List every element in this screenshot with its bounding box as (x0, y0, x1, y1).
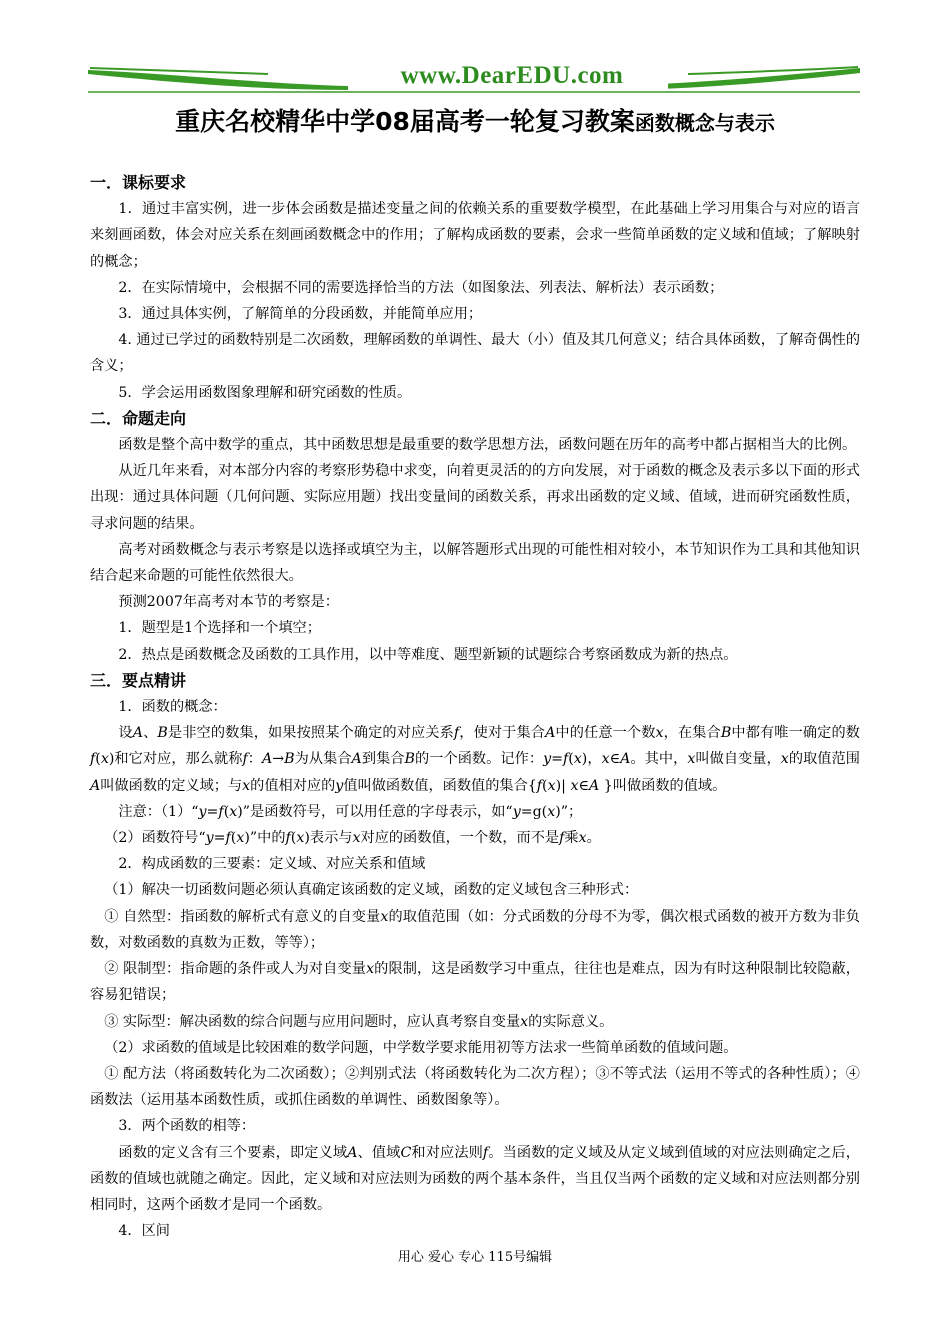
title-main: 重庆名校精华中学08届高考一轮复习教案 (175, 107, 635, 136)
title-sub: 函数概念与表示 (634, 111, 775, 135)
math-var: f (285, 830, 291, 847)
text-run: ( (290, 830, 297, 847)
math-var: B (157, 725, 168, 742)
text-run: )| (555, 777, 571, 794)
math-var: y (205, 830, 214, 847)
text-run: 的实际意义。 (528, 1013, 614, 1030)
paragraph: 2．热点是函数概念及函数的工具作用，以中等难度、题型新颖的试题综合考察函数成为新的热点。 (118, 646, 738, 663)
math-var: y (543, 751, 552, 768)
math-var: A (90, 777, 101, 794)
paragraph: 4. 通过已学过的函数特别是二次函数，理解函数的单调性、最大（小）值及其几何意义；结合具体函数，了解奇偶性的含义； (90, 332, 861, 375)
function-definition-paragraph (90, 720, 860, 799)
text-run: )表示与 (304, 830, 353, 847)
math-var: f (482, 1144, 489, 1161)
math-var: x (547, 803, 556, 820)
math-var: x (236, 830, 245, 847)
math-var: f (218, 803, 224, 820)
math-var: f (90, 751, 96, 768)
text-run: ∈ (578, 777, 589, 794)
paragraph: 预测2007年高考对本节的考察是： (118, 594, 339, 611)
text-run: 的取值范围（如：分式函数的分母不为零，偶次根式函数的被开方数为非负数，对数函数的真数为正数，等等）； (90, 908, 860, 951)
math-var: x (520, 1013, 529, 1030)
math-var: x (570, 777, 579, 794)
math-var: A (347, 1144, 358, 1161)
text-run: 注意：（1）“ (118, 803, 199, 820)
domain-type-practical (90, 1009, 860, 1035)
text-run: 乘 (564, 830, 579, 847)
math-var: x (242, 777, 251, 794)
text-run: ”是函数符号，可以用任意的字母表示，如“ (242, 803, 513, 820)
text-run: ② 限制型：指命题的条件或人为对自变量 (104, 961, 367, 978)
text-run: }叫做函数的值域。 (599, 777, 727, 794)
text-run: ，在集合 (663, 725, 721, 742)
text-run: 中的任意一个数 (555, 725, 656, 742)
text-run: 、值域 (357, 1144, 401, 1161)
text-run: 的限制，这是函数学习中重点，往往也是难点，因为有时这种限制比较隐蔽，容易犯错误； (90, 961, 860, 1004)
text-run: ，使对于集合 (459, 725, 546, 742)
text-run: （2）函数符号“ (104, 830, 206, 847)
math-var: x (601, 751, 610, 768)
domain-type-restricted (90, 956, 860, 1008)
math-var: f (453, 725, 460, 742)
paragraph: 3．通过具体实例，了解简单的分段函数，并能简单应用； (118, 306, 483, 323)
math-var: y (335, 777, 344, 794)
paragraph: （2）求函数的值域是比较困难的数学问题，中学数学要求能用初等方法求一些简单函数的值域问题。 (104, 1039, 738, 1056)
math-var: x (687, 751, 696, 768)
paragraph: ① 配方法（将函数转化为二次函数）；②判别式法（将函数转化为二次方程）；③不等式法（运用不等式的各种性质）；④函数法（运用基本函数性质，或抓住函数的单调性、函数图象等）。 (90, 1065, 860, 1109)
text-run: 函数的定义含有三个要素，即定义域 (118, 1144, 348, 1161)
math-var: A (351, 751, 362, 768)
paragraph: 从近几年来看，对本部分内容的考察形势稳中求变，向着更灵活的的方向发展，对于函数的概念及表示多以下面的形式出现：通过具体问题（几何问题、实际应用题）找出变量间的函数关系，再求出函数的定义域、值域，进而研究函数性质，寻求问题的结果。 (90, 463, 860, 532)
text-run: = (206, 803, 219, 820)
text-run: 是非空的数集，如果按照某个确定的对应关系 (167, 725, 454, 742)
math-var: A (262, 751, 273, 768)
paragraph: 1．通过丰富实例，进一步体会函数是描述变量之间的依赖关系的重要数学模型，在此基础上学习用集合与对应的语言来刻画函数，体会对应关系在刻画函数概念中的作用；了解构成函数的要素，会求一些简单函数的定义域和值域；了解映射的概念； (90, 201, 860, 270)
paragraph: 3．两个函数的相等： (118, 1118, 256, 1135)
note-paragraph-2 (90, 825, 860, 851)
math-var: f (225, 830, 231, 847)
page-footer: 用心 爱心 专心 115号编辑 (397, 1250, 553, 1265)
math-var: f (559, 830, 565, 847)
math-var: y (198, 803, 207, 820)
math-var: C (400, 1144, 412, 1161)
paragraph: （1）解决一切函数问题必须认真确定该函数的定义域，函数的定义域包含三种形式： (104, 882, 639, 899)
text-run: ( (223, 803, 230, 820)
math-var: x (578, 830, 587, 847)
text-run: 和对应法则 (411, 1144, 483, 1161)
text-run: 值叫做函数值，函数值的集合{ (343, 777, 537, 794)
text-run: 的取值范围 (788, 751, 860, 768)
text-run: )和它对应，那么就称 (108, 751, 243, 768)
text-run: 设 (118, 725, 133, 742)
math-var: x (573, 751, 582, 768)
text-run: )， (581, 751, 602, 768)
site-logo-text: www.DearEDU.com (356, 62, 668, 90)
text-run: 的值相对应的 (250, 777, 336, 794)
section-heading-2: 二．命题走向 (90, 408, 187, 428)
function-equality-paragraph (90, 1140, 860, 1219)
header-banner (88, 64, 860, 94)
paragraph: 高考对函数概念与表示考察是以选择或填空为主，以解答题形式出现的可能性相对较小，本节知识作为工具和其他知识结合起来命题的可能性依然很大。 (90, 541, 860, 585)
paragraph: 1．题型是1个选择和一个填空； (118, 620, 321, 637)
math-var: x (366, 961, 375, 978)
math-var: B (284, 751, 295, 768)
math-var: x (100, 751, 109, 768)
text-run: 叫做函数的定义域；与 (100, 777, 243, 794)
text-run: 叫做自变量， (695, 751, 781, 768)
text-run: 。当函数的定义域及从定义域到值域的对应法则确定之后，函数的值域也就随之确定。因此，定义域和对应法则为函数的两个基本条件，当且仅当两个函数的定义域和对应法则都分别相同时，这两个函数才是同一个函数。 (90, 1144, 860, 1213)
math-var: x (547, 777, 556, 794)
text-run: 的一个函数。记作： (414, 751, 544, 768)
text-run: ( (542, 777, 548, 794)
math-var: A (620, 751, 631, 768)
section-heading-3: 三．要点精讲 (90, 670, 187, 690)
text-run: 。 (586, 830, 601, 847)
domain-type-natural (90, 904, 860, 956)
text-run: ) (244, 830, 250, 847)
text-run: =g( (520, 803, 548, 820)
text-run: ∈ (609, 751, 621, 768)
paragraph: 1．函数的概念： (118, 699, 227, 716)
math-var: A (545, 725, 556, 742)
text-run: ) (237, 803, 243, 820)
paragraph: 函数是整个高中数学的重点，其中函数思想是最重要的数学思想方法，函数问题在历年的高考中都占据相当大的比例。 (118, 437, 857, 454)
text-run: → (272, 751, 285, 768)
note-paragraph-1 (90, 799, 860, 825)
text-run: ( (230, 830, 237, 847)
text-run: = (551, 751, 563, 768)
text-run: 为从集合 (294, 751, 352, 768)
paragraph: 5．学会运用函数图象理解和研究函数的性质。 (118, 384, 412, 401)
paragraph: 4．区间 (118, 1223, 170, 1240)
text-run: ： (247, 751, 263, 768)
text-run: ( (568, 751, 574, 768)
math-var: x (352, 830, 361, 847)
document-body (90, 170, 860, 1244)
text-run: ③ 实际型：解决函数的综合问题与应用问题时，应认真考察自变量 (104, 1013, 521, 1030)
math-var: f (562, 751, 569, 768)
math-var: y (512, 803, 521, 820)
page-title (90, 104, 860, 141)
math-var: x (780, 751, 789, 768)
math-var: x (229, 803, 238, 820)
text-run: ”中的 (249, 830, 286, 847)
math-var: f (536, 777, 543, 794)
math-var: B (404, 751, 415, 768)
text-run: 到集合 (361, 751, 405, 768)
math-var: f (242, 751, 248, 768)
text-run: 、 (142, 725, 158, 742)
section-heading-1: 一．课标要求 (90, 173, 187, 192)
text-run: 。其中， (630, 751, 688, 768)
text-run: )”； (555, 803, 583, 820)
text-run: ① 自然型：指函数的解析式有意义的自变量 (104, 908, 381, 925)
math-var: A (132, 725, 143, 742)
text-run: 对应的函数值，一个数，而不是 (360, 830, 560, 847)
math-var: x (655, 725, 664, 742)
paragraph: 2．构成函数的三要素：定义域、对应关系和值域 (118, 856, 426, 873)
text-run: ( (95, 751, 101, 768)
text-run: 中都有唯一确定的数 (731, 725, 860, 742)
text-run: = (213, 830, 226, 847)
math-var: x (296, 830, 305, 847)
math-var: B (720, 725, 732, 742)
math-var: A (588, 777, 600, 794)
math-var: x (380, 908, 389, 925)
paragraph: 2．在实际情境中，会根据不同的需要选择恰当的方法（如图象法、列表法、解析法）表示函数； (118, 279, 724, 296)
